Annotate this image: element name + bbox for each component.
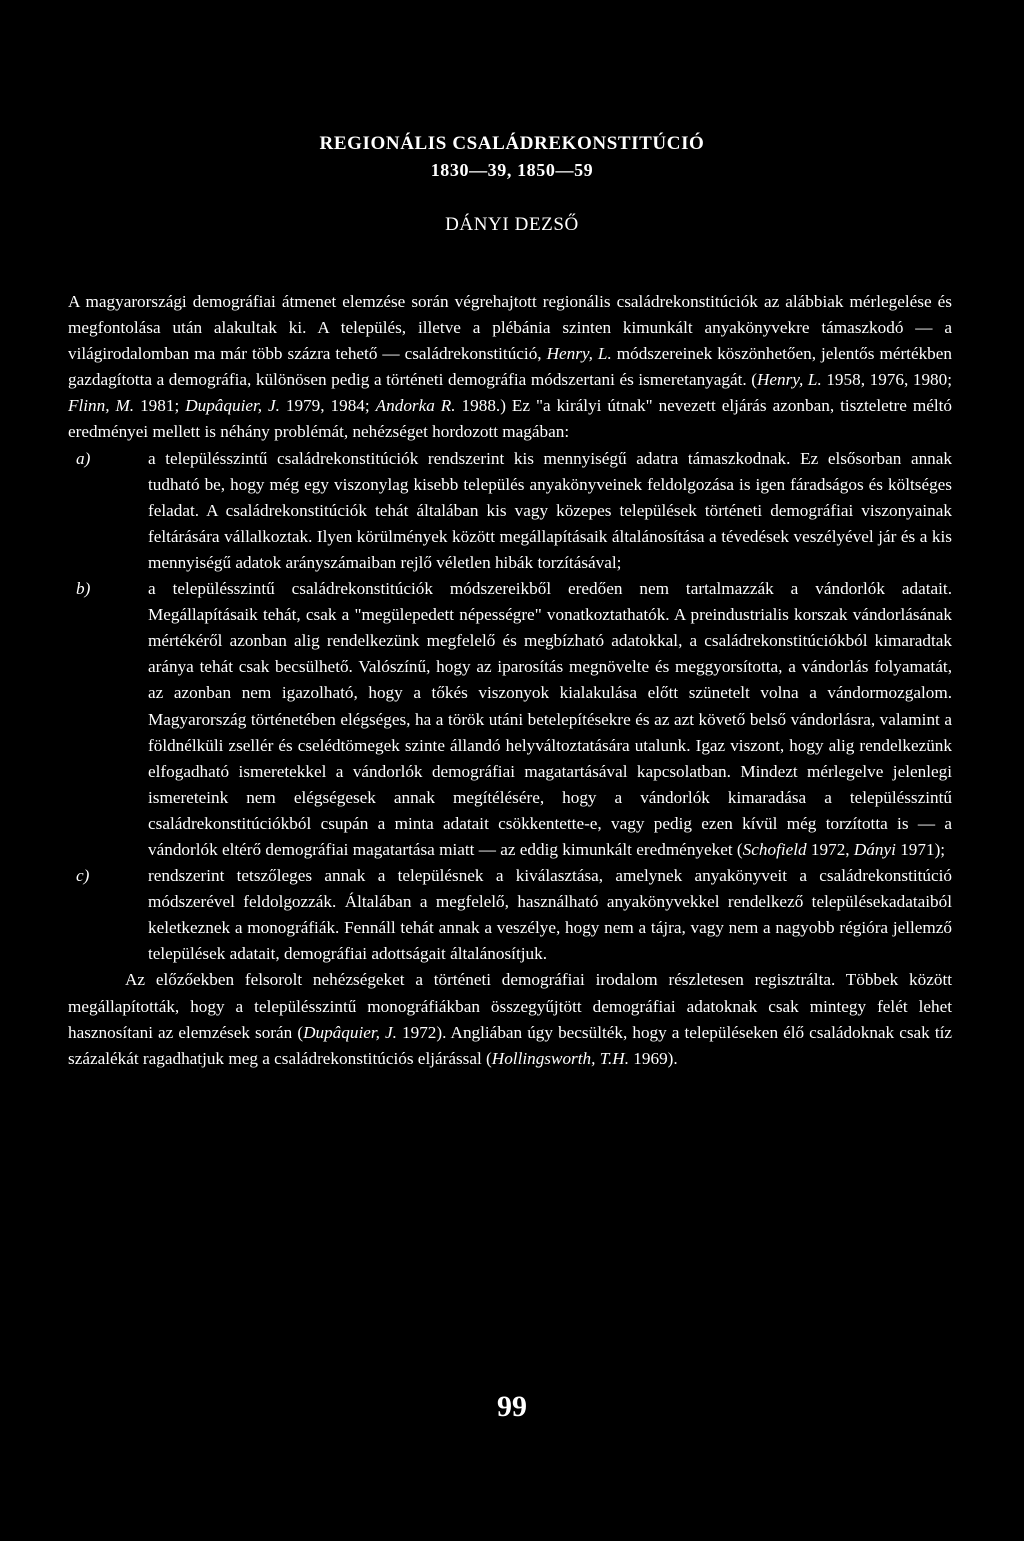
list-item-text: 1972, [806, 839, 854, 859]
closing-text-1: Az előzőekben felsorolt nehézségeket a történeti demográfiai irodalom részletesen regisztrálta. Többek között megállapították, hogy a településszintű monográfiákban összegyűjtött demográfiai adatoknak csak mintegy felét lehet hasznosítani az elemzések során ( [68, 970, 952, 1042]
citation: Henry, L. [757, 370, 822, 390]
list-marker: b) [76, 579, 91, 599]
citation: Dupâquier, J. [303, 1022, 397, 1042]
citation: Schofield [742, 839, 807, 859]
article-author: DÁNYI DEZSŐ [445, 214, 579, 235]
intro-paragraph [68, 289, 952, 446]
problem-list [68, 446, 952, 968]
closing-paragraph [68, 967, 952, 1071]
list-marker: c) [76, 866, 90, 886]
intro-text-3: 1958, 1976, 1980; [821, 370, 953, 390]
citation: Dupâquier, J. [185, 396, 280, 416]
page-number: 99 [497, 1390, 527, 1423]
article-title: REGIONÁLIS CSALÁDREKONSTITÚCIÓ [319, 133, 705, 154]
list-item-text: a településszintű családrekonstitúciók módszereikből eredően nem tartalmazzák a vándorlók adatait. Megállapításaik tehát, csak a "megülepedett népességre" vonatkoztathatók. A preindustrialis korszak vándorlásának mértékéről azonban alig rendelkezünk megfelelő és megbízható adatokkal, a családrekonstitúciókból kimaradtak aránya tehát csak becsülhető. Valószínű, hogy az iparosítás megnövelte és meggyorsította, a vándorlás folyamatát, az azonban nem igazolható, hogy a tőkés viszonyok kialakulása előtt szünetelt volna a vándormozgalom. Magyarország történetében elégséges, ha a török utáni betelepítésekre és az azt követő belső vándorlásra, valamint a földnélküli zsellér és cselédtömegek szinte állandó helyváltoztatására utalunk. Igaz viszont, hogy alig rendelkezünk elfogadható ismeretekkel a vándorlók demográfiai magatartásával kapcsolatban. Mindezt mérlegelve jelenlegi ismereteink nem elégségesek annak megítélésére, hogy a vándorlók kimaradása a településszintű családrekonstitúciókból csupán a minta adatait csökkentette-e, vagy pedig ezen kívül még torzította is — a vándorlók eltérő demográfiai magatartása miatt — az eddig kimunkált eredményeket ( [148, 579, 952, 859]
citation: Hollingsworth, T.H. [491, 1048, 629, 1068]
intro-text-1: A magyarországi demográfiai átmenet elemzése során végrehajtott regionális családrekonstitúciók az alábbiak mérlegelése és megfontolása után alakultak ki. A település, illetve a plébánia szinten kimunkált anyakönyvekre támaszkodó — a világirodalomban ma már több százra tehető — családrekonstitúció, [68, 292, 952, 364]
list-item-text: rendszerint tetszőleges annak a településnek a kiválasztása, amelynek anyakönyveit a családrekonstitúció módszerével feldolgozzák. Általában a megfelelő, használható anyakönyvekkel rendelkező településekadataiból keletkeznek a monográfiák. Fennáll tehát annak a veszélye, hogy nem a tájra, vagy nem a nagyobb régióra jellemző települések adatait, demográfiai adottságait általánosítjuk. [148, 866, 952, 964]
list-item-text: a településszintű családrekonstitúciók rendszerint kis mennyiségű adatra támaszkodnak. Ez elsősorban annak tudható be, hogy még egy viszonylag kisebb település anyakönyveinek feldolgozása is igen fáradságos és költséges feladat. A családrekonstitúciók tehát általában kis vagy közepes települések történeti demográfiai viszonyainak feltárására vállalkoztak. Ilyen körülmények között megállapításaik általánosítása a tévedések veszélyével jár és a kis mennyiségű adatok arányszámaiban rejlő véletlen hibák torzításával; [148, 448, 952, 572]
intro-text-2: módszereinek köszönhetően, jelentős mértékben gazdagította a demográfia, különösen pedig a történeti demográfia módszertani és ismeretanyagát. ( [68, 344, 952, 390]
intro-text-5: 1979, 1984; [279, 396, 376, 416]
article-body [68, 289, 952, 1072]
list-marker: a) [76, 448, 91, 468]
citation: Flinn, M. [68, 396, 135, 416]
list-item-b [68, 576, 952, 863]
intro-text-6: 1988.) Ez "a királyi útnak" nevezett eljárás azonban, tiszteletre méltó eredményei mellett is néhány problémát, nehézséget hordozott magában: [68, 396, 952, 442]
article-years: 1830—39, 1850—59 [430, 160, 594, 180]
closing-text-3: 1969). [629, 1048, 678, 1068]
closing-text-2: 1972). Angliában úgy becsülték, hogy a településeken élő családoknak csak tíz százalékát ragadhatjuk meg a családrekonstitúciós eljárással ( [68, 1022, 953, 1068]
list-item-a [68, 446, 952, 576]
list-item-text: 1971); [895, 839, 946, 859]
list-item-c [68, 863, 952, 967]
citation: Andorka R. [375, 396, 456, 416]
intro-text-4: 1981; [134, 396, 186, 416]
citation: Dányi [853, 839, 896, 859]
citation: Henry, L. [546, 344, 612, 364]
